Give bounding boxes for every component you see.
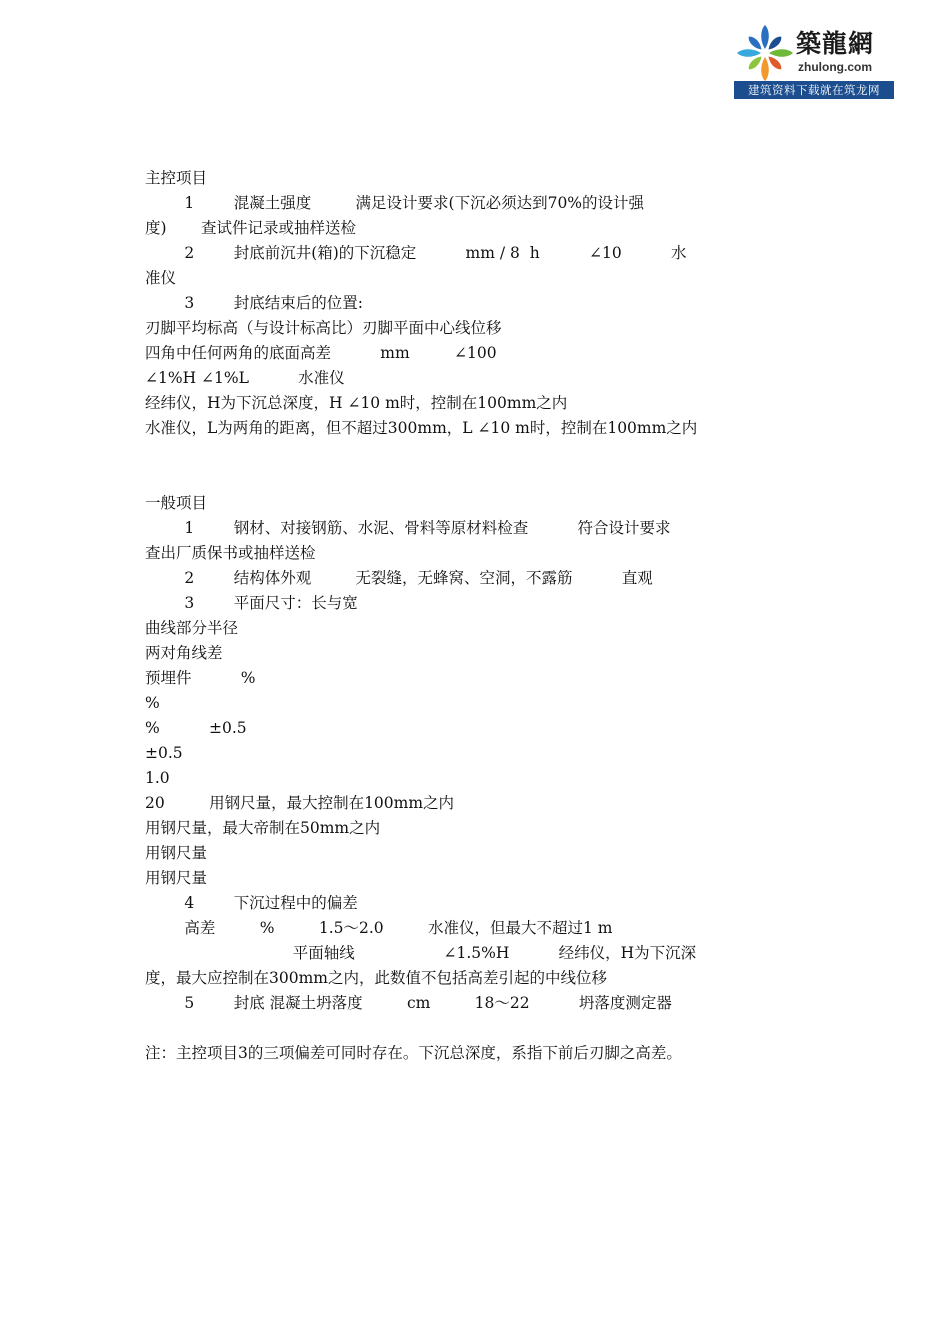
doc-line: 1 混凝土强度 满足设计要求(下沉必须达到70%的设计强 [145,194,645,212]
doc-line: 用钢尺量 [145,869,208,887]
pinwheel-logo-icon [736,24,794,82]
doc-line: 平面轴线 ∠1.5%H 经纬仪，H为下沉深 [145,944,697,962]
doc-line: 2 结构体外观 无裂缝，无蜂窝、空洞，不露筋 直观 [145,569,653,587]
doc-line: 曲线部分半径 [145,619,239,637]
doc-line: 经纬仪，H为下沉总深度，H ∠10 m时，控制在100mm之内 [145,394,568,412]
doc-line: 度，最大应控制在300mm之内，此数值不包括高差引起的中线位移 [145,969,607,987]
doc-line: 20 用钢尺量，最大控制在100mm之内 [145,794,455,812]
doc-line: 四角中任何两角的底面高差 mm ∠100 [145,344,497,362]
doc-line [145,441,825,466]
doc-line: 查出厂质保书或抽样送检 [145,544,316,562]
logo-top [734,20,894,80]
doc-line: 一般项目 [145,494,208,512]
logo-slogan: 建筑资料下载就在筑龙网 [734,81,894,99]
logo-domain: zhulong.com [798,60,872,74]
doc-line: 准仪 [145,269,177,287]
doc-line: ±0.5 [145,744,183,762]
document-body [145,166,825,1066]
doc-line: 度) 查试件记录或抽样送检 [145,219,357,237]
doc-line: 2 封底前沉井(箱)的下沉稳定 mm / 8 h ∠10 水 [145,244,687,262]
doc-line: % [145,694,160,712]
doc-line: 预埋件 % [145,669,256,687]
doc-line: 1 钢材、对接钢筋、水泥、骨料等原材料检查 符合设计要求 [145,519,671,537]
doc-line: 1.0 [145,769,170,787]
logo-name: 築龍網 [796,29,875,58]
doc-line: 高差 % 1.5～2.0 水准仪，但最大不超过1 m [145,919,613,937]
doc-line: 注：主控项目3的三项偏差可同时存在。下沉总深度，系指下前后刃脚之高差。 [145,1044,682,1062]
doc-line [145,466,825,491]
doc-line: 水准仪，L为两角的距离，但不超过300mm，L ∠10 m时，控制在100mm之内 [145,419,698,437]
doc-line: 两对角线差 [145,644,223,662]
doc-line: 刃脚平均标高（与设计标高比）刃脚平面中心线位移 [145,319,502,337]
doc-line [145,1016,825,1041]
doc-line: 4 下沉过程中的偏差 [145,894,358,912]
doc-line: 用钢尺量 [145,844,208,862]
doc-line: 用钢尺量，最大帝制在50mm之内 [145,819,381,837]
doc-line: % ±0.5 [145,719,247,737]
doc-line: 主控项目 [145,169,208,187]
doc-line: ∠1%H ∠1%L 水准仪 [145,369,345,387]
doc-line: 5 封底 混凝土坍落度 cm 18～22 坍落度测定器 [145,994,672,1012]
doc-line: 3 封底结束后的位置: [145,294,363,312]
doc-line: 3 平面尺寸：长与宽 [145,594,358,612]
zhulong-logo[interactable] [734,20,894,100]
